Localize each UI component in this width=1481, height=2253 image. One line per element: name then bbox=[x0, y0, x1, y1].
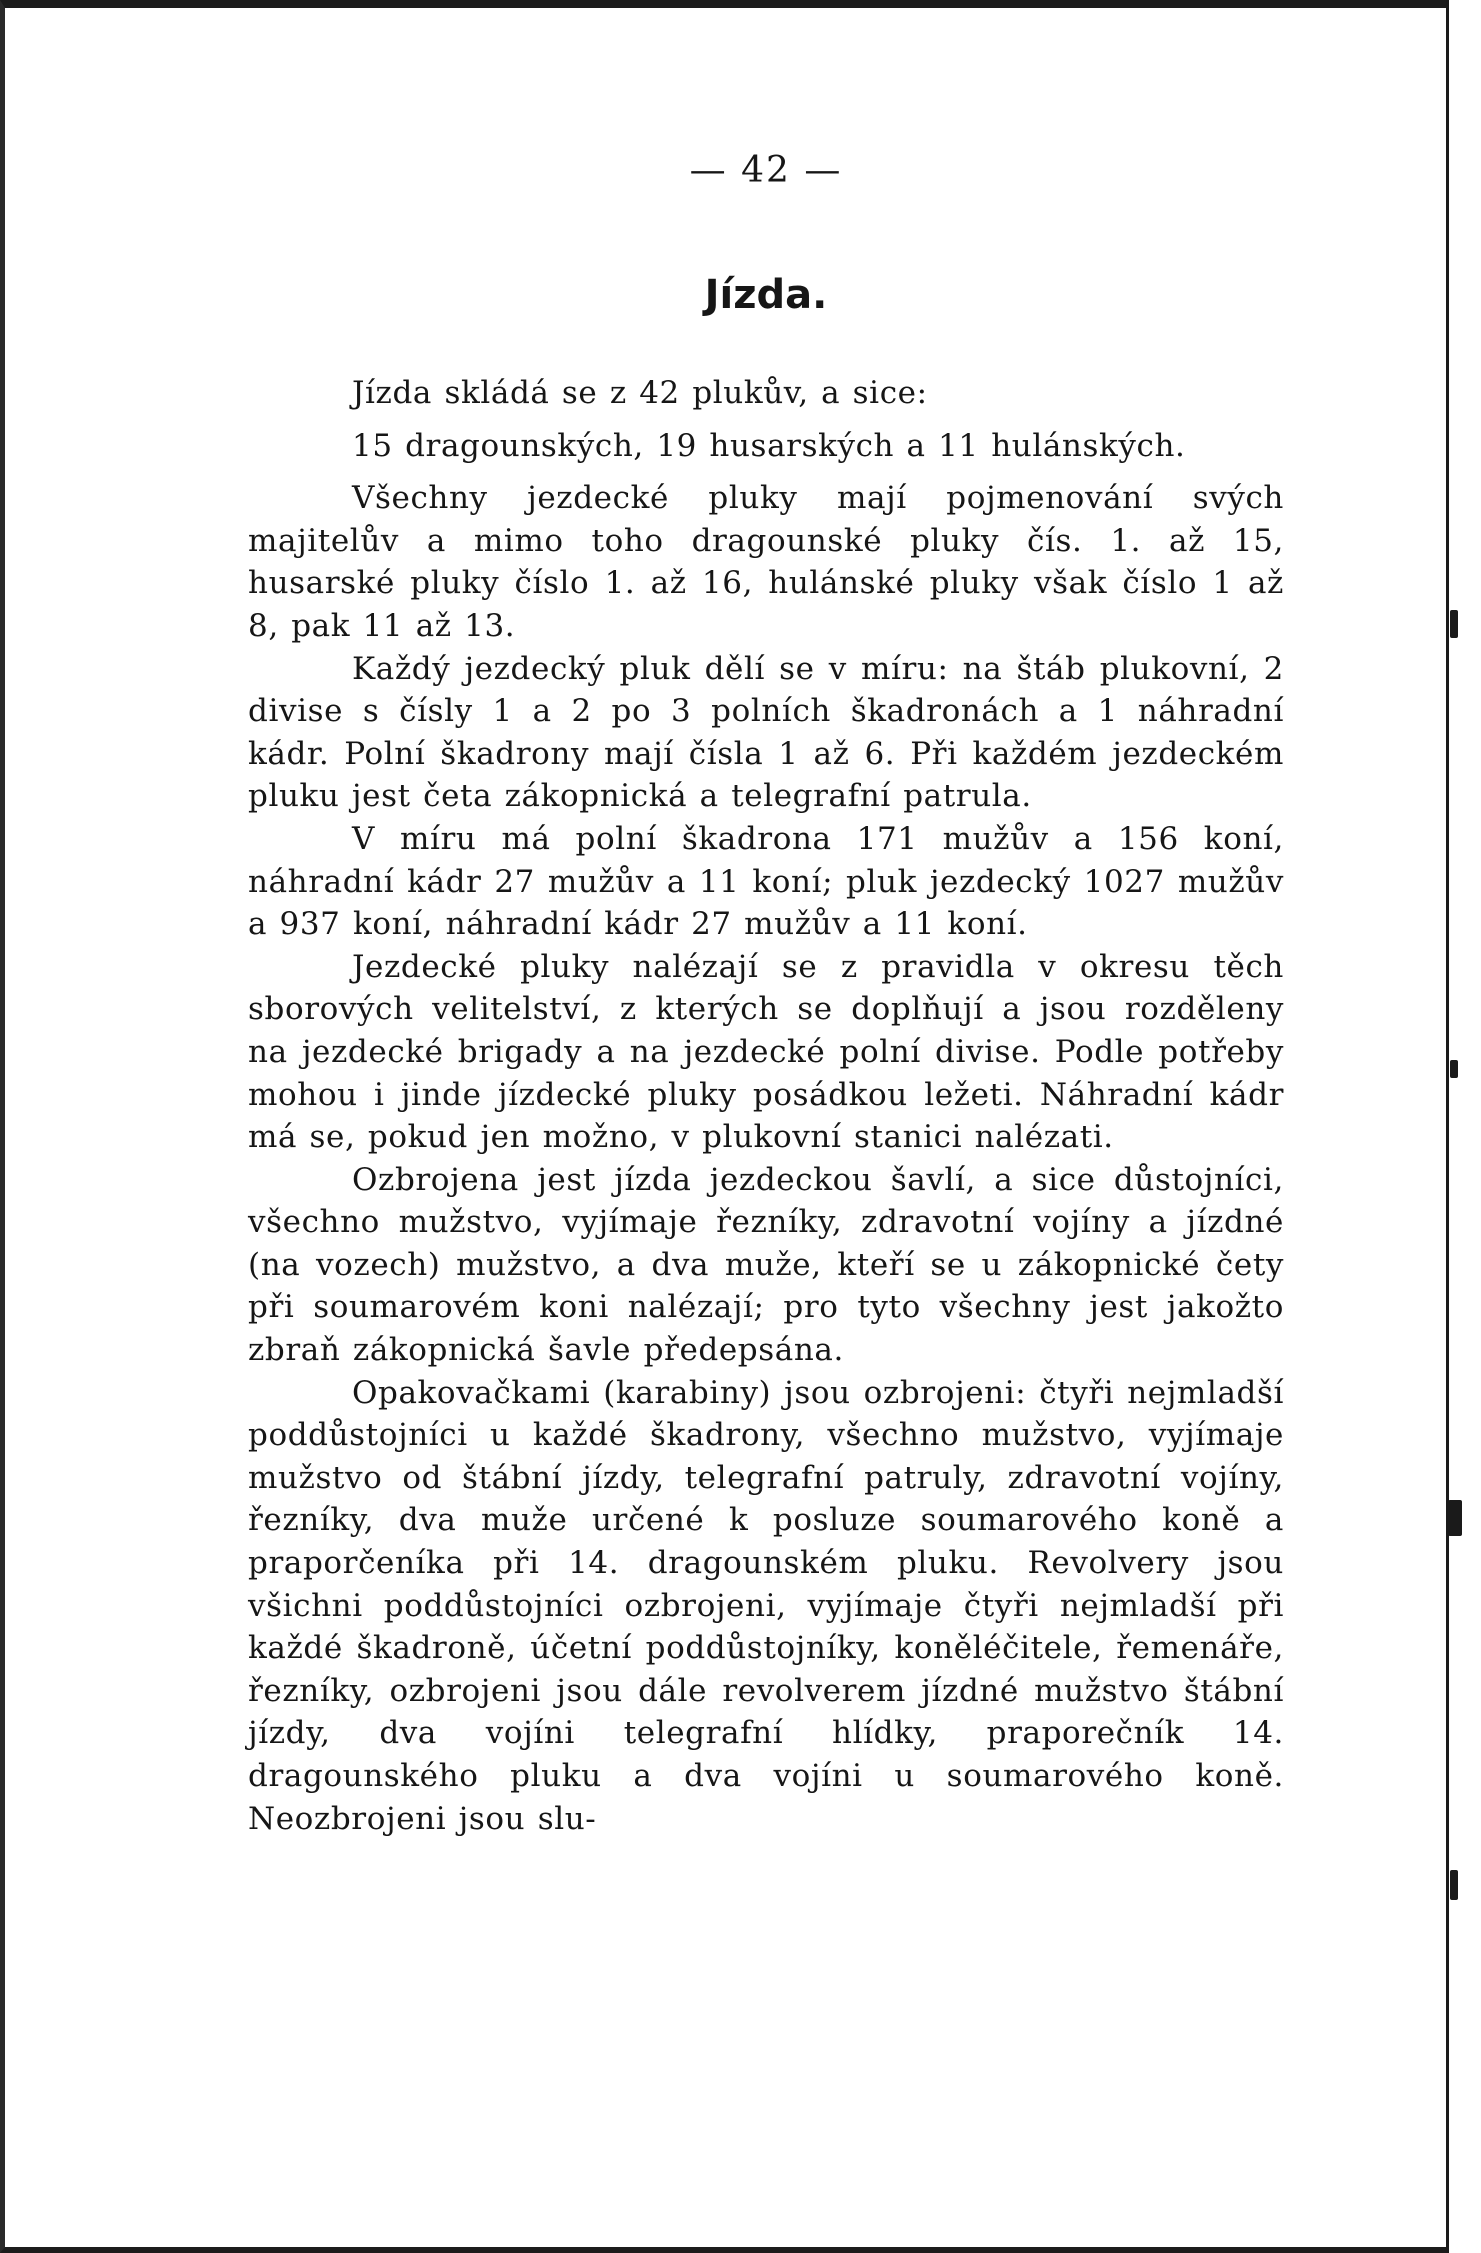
page-number: — 42 — bbox=[689, 150, 843, 191]
edge-mark bbox=[1450, 1060, 1458, 1078]
paragraph: Jízda skládá se z 42 plukův, a sice: bbox=[352, 375, 928, 411]
page-body bbox=[248, 150, 1284, 1840]
section-heading: Jízda. bbox=[704, 272, 828, 318]
paragraph: 15 dragounských, 19 husarských a 11 hulánských. bbox=[352, 427, 1186, 464]
paragraph: Jezdecké pluky nalézají se z pravidla v okresu těch sborových velitelství, z kterých se doplňují a jsou rozděleny na jezdecké brigady a na jezdecké polní divise. Podle potřeby mohou i jinde jízdecké pluky posádkou ležeti. Náhradní kádr má se, pokud jen možno, v plukovní stanici nalézati. bbox=[248, 948, 1284, 1156]
edge-mark bbox=[1450, 1870, 1458, 1900]
paragraph: Ozbrojena jest jízda jezdeckou šavlí, a sice důstojníci, všechno mužstvo, vyjímaje řezníky, zdravotní vojíny a jízdné (na vozech) mužstvo, a dva muže, kteří se u zákopnické čety při soumarovém koni nalézají; pro tyto všechny jest jakožto zbraň zákopnická šavle předepsána. bbox=[248, 1161, 1284, 1369]
paragraph: V míru má polní škadrona 171 mužův a 156 koní, náhradní kádr 27 mužův a 11 koní; pluk jezdecký 1027 mužův a 937 koní, náhradní kádr 27 mužův a 11 koní. bbox=[248, 820, 1284, 943]
edge-mark bbox=[1450, 610, 1458, 638]
paragraph: Opakovačkami (karabiny) jsou ozbrojeni: čtyři nejmladší poddůstojníci u každé škadrony, všechno mužstvo, vyjímaje mužstvo od štábní jízdy, telegrafní patruly, zdravotní vojíny, řezníky, dva muže určené k posluze soumarového koně a praporčeníka při 14. dragounském pluku. Revolvery jsou všichni poddůstojníci ozbrojeni, vyjímaje čtyři nejmladší při každé škadroně, účetní poddůstojníky, koněléčitele, řemenáře, řezníky, ozbrojeni jsou dále revolverem jízdné mužstvo štábní jízdy, dva vojíni telegrafní hlídky, praporečník 14. dragounského pluku a dva vojíni u soumarového koně. Neozbrojeni jsou slu- bbox=[248, 1374, 1284, 1837]
paragraph: Všechny jezdecké pluky mají pojmenování svých majitelův a mimo toho dragounské pluky čís. 1. až 15, husarské pluky číslo 1. až 16, hulánské pluky však číslo 1 až 8, pak 11 až 13. bbox=[248, 480, 1284, 644]
page-edge bbox=[1446, 0, 1481, 2253]
paragraph: Každý jezdecký pluk dělí se v míru: na štáb plukovní, 2 divise s čísly 1 a 2 po 3 polních škadronách a 1 náhradní kádr. Polní škadrony mají čísla 1 až 6. Při každém jezdeckém pluku jest četa zákopnická a telegrafní patrula. bbox=[248, 650, 1284, 815]
edge-mark bbox=[1448, 1500, 1462, 1536]
